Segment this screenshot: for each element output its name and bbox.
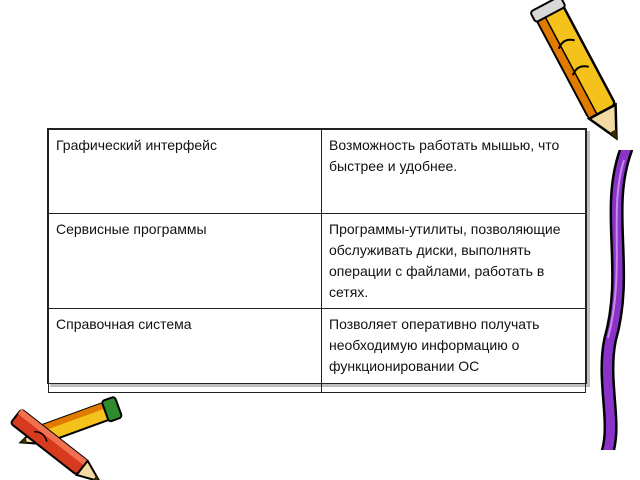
description-cell: Возможность работать мышью, что быстрее и удобнее. bbox=[322, 130, 586, 214]
table-row bbox=[49, 214, 586, 309]
table-row bbox=[49, 309, 586, 393]
term-cell: Справочная система bbox=[49, 309, 322, 393]
pencil-icon bbox=[0, 384, 140, 480]
term-cell: Графический интерфейс bbox=[49, 130, 322, 214]
description-cell: Позволяет оперативно получать необходимую информацию о функционировании ОС bbox=[322, 309, 586, 393]
info-table-frame bbox=[47, 128, 587, 384]
pencil-icon bbox=[596, 150, 640, 450]
term-cell: Сервисные программы bbox=[49, 214, 322, 309]
description-cell: Программы-утилиты, позволяющие обслуживать диски, выполнять операции с файлами, работать в сетях. bbox=[322, 214, 586, 309]
table-row bbox=[49, 130, 586, 214]
info-table bbox=[48, 129, 586, 393]
